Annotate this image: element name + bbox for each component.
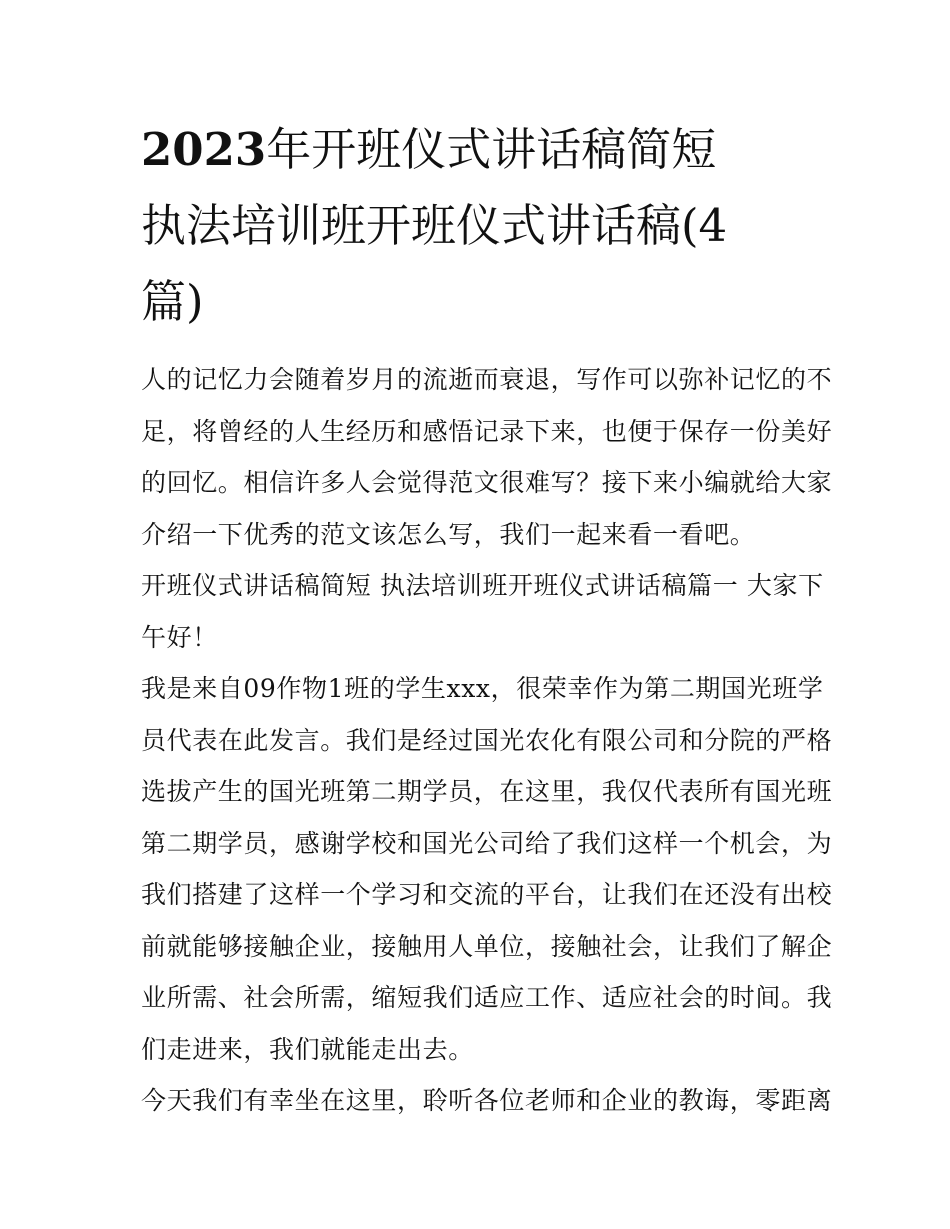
paragraph [141,1075,833,1127]
paragraph [141,663,833,1075]
text-line: 业所需、社会所需，缩短我们适应工作、适应社会的时间。我 [141,983,833,1012]
title-year: 2023 [141,123,267,176]
text-line: 介绍一下优秀的范文该怎么写，我们一起来看一看吧。 [141,519,756,549]
title-line [141,112,821,188]
text-line: 我是来自09作物1班的学生xxx，很荣幸作为第二期国光班学 [141,674,824,703]
text-line: 前就能够接触企业，接触用人单位，接触社会，让我们了解企 [141,931,833,961]
paragraph [141,354,833,560]
document-body [141,354,833,1127]
title-line: 篇) [141,275,204,328]
document-title [141,112,821,340]
text-line: 午好！ [141,622,218,652]
text-line: 我们搭建了这样一个学习和交流的平台，让我们在还没有出校 [141,880,833,909]
text-line: 今天我们有幸坐在这里，聆听各位老师和企业的教诲，零距离 [141,1086,833,1115]
text-line: 员代表在此发言。我们是经过国光农化有限公司和分院的严格 [141,725,833,755]
text-line: 选拔产生的国光班第二期学员，在这里，我仅代表所有国光班 [141,777,833,806]
text-line: 们走进来，我们就能走出去。 [141,1034,474,1064]
title-line: 执法培训班开班仪式讲话稿(4 [141,199,728,252]
text-line: 人的记忆力会随着岁月的流逝而衰退，写作可以弥补记忆的不 [141,365,833,394]
paragraph [141,560,824,663]
text-line: 的回忆。相信许多人会觉得范文很难写？接下来小编就给大家 [141,468,833,497]
title-line-1-text: 年开班仪式讲话稿简短 [266,123,717,176]
text-line: 第二期学员，感谢学校和国光公司给了我们这样一个机会，为 [141,828,833,858]
text-line: 开班仪式讲话稿简短 执法培训班开班仪式讲话稿篇一 大家下 [141,571,824,600]
text-line: 足，将曾经的人生经历和感悟记录下来，也便于保存一份美好 [141,416,833,446]
